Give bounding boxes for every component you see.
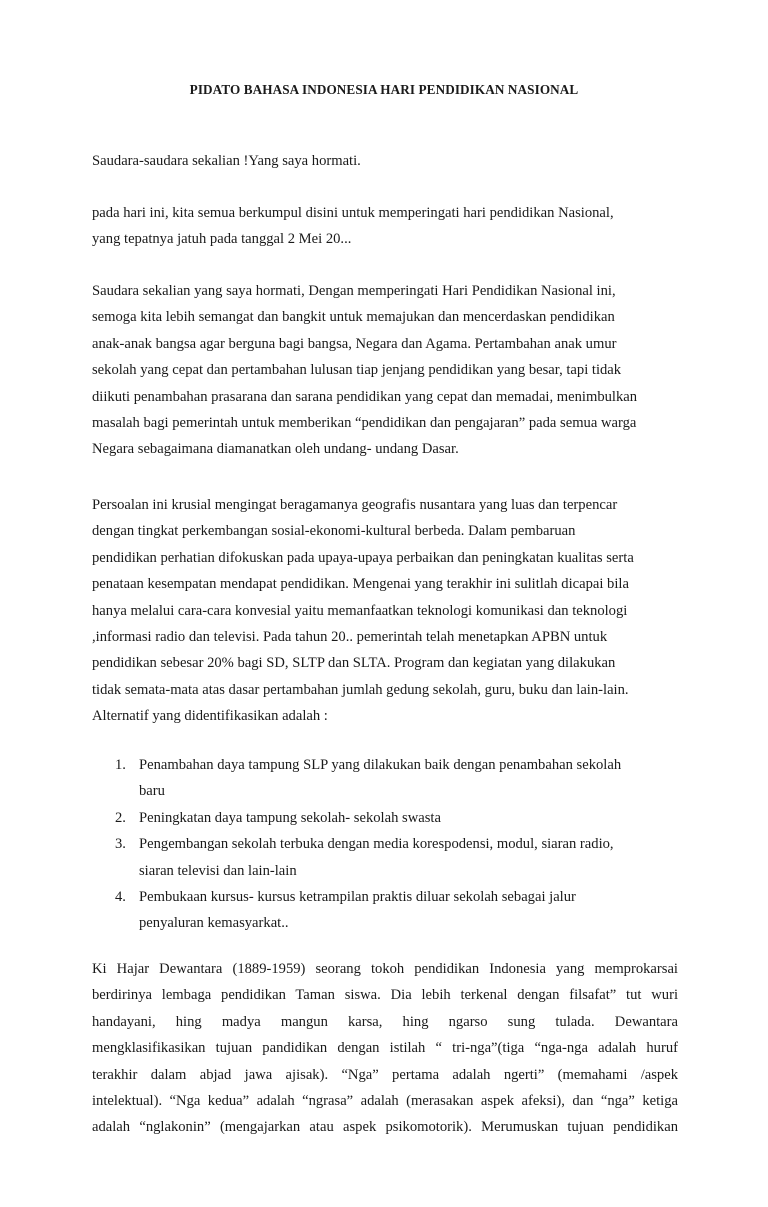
greeting-line: Saudara-saudara sekalian !Yang saya hormati. [92, 153, 361, 169]
list-item-line: Pengembangan sekolah terbuka dengan media korespodensi, modul, siaran radio, [139, 836, 614, 853]
paragraph-3 [92, 492, 682, 730]
list-item-line: Pembukaan kursus- kursus ketrampilan praktis diluar sekolah sebagai jalur [139, 888, 576, 905]
paragraph-line: handayani, hing madya mangun karsa, hing ngarso sung tulada. Dewantara [92, 1013, 678, 1030]
paragraph-line: adalah “nglakonin” (mengajarkan atau aspek psikomotorik). Merumuskan tujuan pendidikan [92, 1119, 678, 1136]
list-item [115, 831, 675, 884]
list-item [115, 884, 675, 937]
paragraph-line: pada hari ini, kita semua berkumpul disini untuk memperingati hari pendidikan Nasional, [92, 205, 614, 221]
list-item-number: 2. [115, 809, 126, 826]
list-item-number: 4. [115, 888, 126, 905]
list-item-line: siaran televisi dan lain-lain [139, 862, 297, 879]
list-item-line: Peningkatan daya tampung sekolah- sekolah swasta [139, 809, 441, 826]
paragraph-line: pendidikan perhatian difokuskan pada upaya-upaya perbaikan dan peningkatan kualitas serta [92, 549, 634, 566]
paragraph-line: semoga kita lebih semangat dan bangkit untuk memajukan dan mencerdaskan pendidikan [92, 309, 615, 326]
paragraph-line: hanya melalui cara-cara konvesial yaitu memanfaatkan teknologi komunikasi dan teknologi [92, 602, 628, 619]
paragraph-line: masalah bagi pemerintah untuk memberikan “pendidikan dan pengajaran” pada semua warga [92, 414, 637, 431]
paragraph-line: ,informasi radio dan televisi. Pada tahun 20.. pemerintah telah menetapkan APBN untuk [92, 628, 608, 645]
paragraph-line: Negara sebagaimana diamanatkan oleh undang- undang Dasar. [92, 441, 459, 458]
list-item [115, 805, 675, 831]
paragraph-line: sekolah yang cepat dan pertambahan lulusan tiap jenjang pendidikan yang besar, tapi tidak [92, 362, 622, 379]
paragraph-line: penataan kesempatan mendapat pendidikan. Mengenai yang terakhir ini sulitlah dicapai bila [92, 576, 629, 593]
paragraph-line: berdirinya lembaga pendidikan Taman siswa. Dia lebih terkenal dengan filsafat” tut wuri [92, 987, 678, 1004]
paragraph-line: Persoalan ini krusial mengingat beragamanya geografis nusantara yang luas dan terpencar [92, 497, 618, 513]
paragraph-line: Saudara sekalian yang saya hormati, Dengan memperingati Hari Pendidikan Nasional ini, [92, 283, 616, 299]
alternatives-list [115, 752, 675, 937]
paragraph-line: dengan tingkat perkembangan sosial-ekonomi-kultural berbeda. Dalam pembaruan [92, 523, 576, 540]
paragraph-line: pendidikan sebesar 20% bagi SD, SLTP dan SLTA. Program dan kegiatan yang dilakukan [92, 655, 616, 672]
paragraph-2 [92, 278, 682, 463]
list-item-number: 1. [115, 757, 126, 773]
paragraph-4 [92, 956, 678, 1141]
greeting-paragraph [92, 148, 682, 174]
paragraph-line: tidak semata-mata atas dasar pertambahan jumlah gedung sekolah, guru, buku dan lain-lain. [92, 681, 629, 698]
document-title: PIDATO BAHASA INDONESIA HARI PENDIDIKAN NASIONAL [189, 82, 579, 97]
paragraph-line: Ki Hajar Dewantara (1889-1959) seorang tokoh pendidikan Indonesia yang memprokarsai [92, 961, 678, 977]
paragraph-line: Alternatif yang didentifikasikan adalah : [92, 708, 328, 725]
paragraph-line: anak-anak bangsa agar berguna bagi bangsa, Negara dan Agama. Pertambahan anak umur [92, 335, 617, 352]
paragraph-line: mengklasifikasikan tujuan pandidikan dengan istilah “ tri-nga”(tiga “nga-nga adalah huruf [92, 1040, 678, 1057]
paragraph-line: intelektual). “Nga kedua” adalah “ngrasa” adalah (merasakan aspek afeksi), dan “nga” ketiga [92, 1092, 678, 1109]
list-item-line: baru [139, 783, 165, 800]
paragraph-1 [92, 200, 682, 253]
list-item-line: Penambahan daya tampung SLP yang dilakukan baik dengan penambahan sekolah [139, 757, 622, 773]
paragraph-line: yang tepatnya jatuh pada tanggal 2 Mei 20... [92, 231, 352, 248]
list-item-line: penyaluran kemasyarkat.. [139, 915, 289, 932]
list-item [115, 752, 675, 805]
paragraph-line: terakhir dalam abjad jawa ajisak). “Nga” pertama adalah ngerti” (memahami /aspek [92, 1066, 678, 1083]
paragraph-line: diikuti penambahan prasarana dan sarana pendidikan yang cepat dan memadai, menimbulkan [92, 388, 638, 405]
list-item-number: 3. [115, 836, 126, 853]
